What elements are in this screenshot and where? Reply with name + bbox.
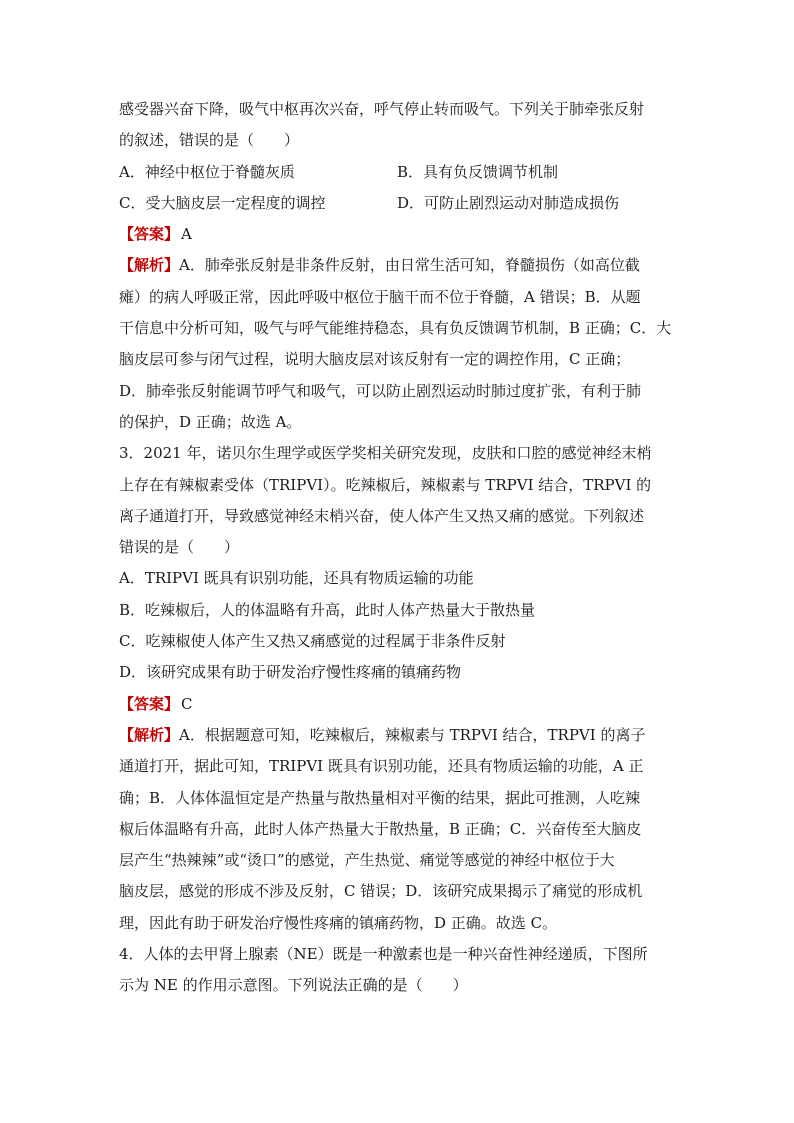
q2-option-b: B．具有负反馈调节机制: [397, 162, 559, 181]
q2-option-c: C．受大脑皮层一定程度的调控: [119, 193, 326, 212]
q3-analysis-line-4: 椒后体温略有升高，此时人体产热量大于散热量，B 正确；C．兴奋传至大脑皮: [119, 819, 642, 838]
q2-analysis-line-4: 脑皮层可参与闭气过程，说明大脑皮层对该反射有一定的调控作用，C 正确；: [119, 350, 631, 369]
q3-stem-line-3: 离子通道打开，导致感觉神经末梢兴奋，使人体产生又热又痛的感觉。下列叙述: [119, 506, 645, 525]
q3-analysis-line-7: 理，因此有助于研发治疗慢性疼痛的镇痛药物，D 正确。故选 C。: [119, 913, 558, 932]
q3-answer-value: C: [181, 694, 193, 713]
q2-options-row-2: [119, 188, 689, 219]
q2-option-d: D．可防止剧烈运动对肺造成损伤: [397, 193, 620, 212]
q3-analysis-line-6: 脑皮层，感觉的形成不涉及反射，C 错误；D．该研究成果揭示了痛觉的形成机: [119, 882, 643, 901]
q2-analysis-line-1: [119, 250, 689, 281]
q3-stem-line-2: 上存在有辣椒素受体（TRIPVI）。吃辣椒后，辣椒素与 TRPVI 结合，TRPVI 的: [119, 475, 652, 494]
q2-analysis-tag: 【解析】: [119, 256, 180, 275]
q2-answer: [119, 219, 689, 250]
q2-answer-value: A: [181, 225, 192, 244]
q3-stem-line-4: 错误的是（ ）: [119, 538, 240, 557]
q3-analysis-line-5: 层产生“热辣辣”或“烫口”的感觉，产生热觉、痛觉等感觉的神经中枢位于大: [119, 851, 615, 870]
q3-option-a: A．TRIPVI 既具有识别功能，还具有物质运输的功能: [119, 569, 474, 588]
q2-analysis-text-1: A．肺牵张反射是非条件反射，由日常生活可知，脊髓损伤（如高位截: [179, 256, 640, 275]
q2-stem-line-1: 感受器兴奋下降，吸气中枢再次兴奋，呼气停止转而吸气。下列关于肺牵张反射: [119, 100, 645, 118]
q2-analysis-line-5: D．肺牵张反射能调节呼气和吸气，可以防止剧烈运动时肺过度扩张，有利于肺: [119, 381, 642, 400]
q3-analysis-line-1: [119, 720, 689, 751]
q3-analysis-line-2: 通道打开，据此可知，TRIPVI 既具有识别功能，还具有物质运输的功能，A 正: [119, 757, 644, 776]
q3-analysis-line-3: 确；B．人体体温恒定是产热量与散热量相对平衡的结果，据此可推测，人吃辣: [119, 788, 641, 807]
q3-answer-tag: 【答案】: [119, 694, 180, 713]
q3-analysis-text-1: A．根据题意可知，吃辣椒后，辣椒素与 TRPVI 结合，TRPVI 的离子: [179, 725, 646, 744]
q2-analysis-line-2: 瘫）的病人呼吸正常，因此呼吸中枢位于脑干而不位于脊髓，A 错误；B．从题: [119, 287, 641, 306]
q3-analysis-tag: 【解析】: [119, 725, 180, 744]
q4-stem-line-1: 4．人体的去甲肾上腺素（NE）既是一种激素也是一种兴奋性神经递质，下图所: [119, 945, 648, 964]
q2-analysis-line-6: 的保护，D 正确；故选 A。: [119, 412, 302, 431]
q2-answer-tag: 【答案】: [119, 225, 180, 244]
q3-option-d: D．该研究成果有助于研发治疗慢性疼痛的镇痛药物: [119, 663, 462, 682]
q2-analysis-line-3: 干信息中分析可知，吸气与呼气能维持稳态，具有负反馈调节机制，B 正确；C．大: [119, 319, 672, 338]
q3-answer: [119, 689, 689, 720]
q4-stem-line-2: 示为 NE 的作用示意图。下列说法正确的是（ ）: [119, 976, 468, 995]
q2-options-row-1: [119, 157, 689, 188]
q2-option-a: A．神经中枢位于脊髓灰质: [119, 162, 295, 181]
q3-stem-line-1: 3．2021 年，诺贝尔生理学或医学奖相关研究发现，皮肤和口腔的感觉神经末梢: [119, 444, 652, 463]
q3-option-c: C．吃辣椒使人体产生又热又痛感觉的过程属于非条件反射: [119, 632, 506, 651]
q3-option-b: B．吃辣椒后，人的体温略有升高，此时人体产热量大于散热量: [119, 600, 536, 619]
document-body: [119, 94, 689, 1002]
q2-stem-line-2: 的叙述，错误的是（ ）: [119, 131, 300, 150]
